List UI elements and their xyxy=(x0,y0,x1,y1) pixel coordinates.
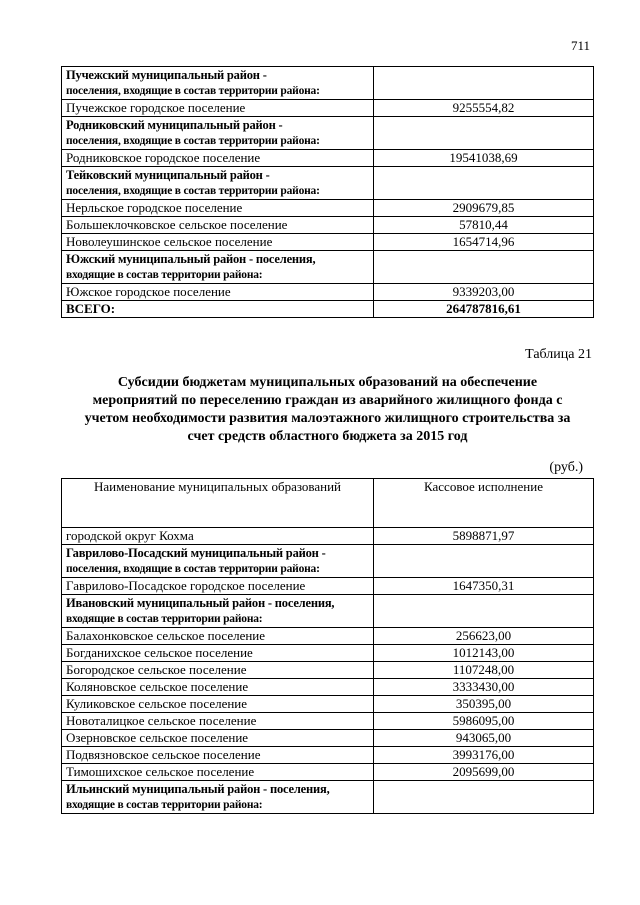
district-name xyxy=(62,595,374,628)
page-number: 711 xyxy=(570,38,590,53)
table-title: Субсидии бюджетам муниципальных образований на обеспечение мероприятий по переселению граждан из аварийного жилищного фонда с учетом необходимости развития малоэтажного жилищного строительства за счет средств областного бюджета за 2015 год xyxy=(84,375,571,444)
table-row xyxy=(62,217,594,234)
district-heading: Ивановский муниципальный район - поселения, xyxy=(66,596,335,610)
district-row xyxy=(62,251,594,284)
district-heading: Ильинский муниципальный район - поселения, xyxy=(66,782,330,796)
settlement-name: Гаврилово-Посадское городское поселение xyxy=(62,578,374,595)
cash-execution-value xyxy=(374,117,594,150)
table-row xyxy=(62,713,594,730)
cash-execution-value: 9255554,82 xyxy=(374,100,594,117)
table-row xyxy=(62,696,594,713)
settlement-name: Богородское сельское поселение xyxy=(62,662,374,679)
cash-execution-value: 1647350,31 xyxy=(374,578,594,595)
table-row xyxy=(62,200,594,217)
settlement-name: Новолеушинское сельское поселение xyxy=(62,234,374,251)
district-name xyxy=(62,251,374,284)
settlement-name: Куликовское сельское поселение xyxy=(62,696,374,713)
cash-execution-value: 5898871,97 xyxy=(374,528,594,545)
cash-execution-value: 2095699,00 xyxy=(374,764,594,781)
total-value: 264787816,61 xyxy=(374,301,594,318)
district-name xyxy=(62,167,374,200)
cash-execution-value: 3993176,00 xyxy=(374,747,594,764)
table-row xyxy=(62,628,594,645)
table-header-row xyxy=(62,479,594,528)
table-row xyxy=(62,662,594,679)
settlement-name: Озерновское сельское поселение xyxy=(62,730,374,747)
table-row xyxy=(62,764,594,781)
district-heading-tail: входящие в состав территории района: xyxy=(66,799,263,811)
cash-execution-value: 19541038,69 xyxy=(374,150,594,167)
cash-execution-value: 256623,00 xyxy=(374,628,594,645)
cash-execution-value: 5986095,00 xyxy=(374,713,594,730)
settlement-name: Коляновское сельское поселение xyxy=(62,679,374,696)
settlement-name: ВСЕГО: xyxy=(62,301,374,318)
district-heading-tail: входящие в состав территории района: xyxy=(66,269,263,281)
cash-execution-value: 2909679,85 xyxy=(374,200,594,217)
district-heading: Южский муниципальный район - поселения, xyxy=(66,252,316,266)
settlement-name: Большеклочковское сельское поселение xyxy=(62,217,374,234)
cash-execution-value: 1012143,00 xyxy=(374,645,594,662)
settlement-name: Южское городское поселение xyxy=(62,284,374,301)
table-row xyxy=(62,578,594,595)
column-header-name: Наименование муниципальных образований xyxy=(62,479,374,528)
table-row xyxy=(62,234,594,251)
table-row xyxy=(62,747,594,764)
district-row xyxy=(62,67,594,100)
district-heading: Родниковский муниципальный район - xyxy=(66,118,283,132)
table-row xyxy=(62,150,594,167)
cash-execution-value: 9339203,00 xyxy=(374,284,594,301)
table-row xyxy=(62,100,594,117)
district-name xyxy=(62,781,374,814)
table-row xyxy=(62,730,594,747)
total-row xyxy=(62,301,594,318)
district-heading-tail: входящие в состав территории района: xyxy=(66,613,263,625)
cash-execution-value: 1654714,96 xyxy=(374,234,594,251)
district-row xyxy=(62,117,594,150)
district-heading: Пучежский муниципальный район - xyxy=(66,68,267,82)
column-header-value: Кассовое исполнение xyxy=(374,479,594,528)
cash-execution-value xyxy=(374,167,594,200)
settlement-name: Новоталицкое сельское поселение xyxy=(62,713,374,730)
settlement-name: Тимошихское сельское поселение xyxy=(62,764,374,781)
cash-execution-value xyxy=(374,781,594,814)
settlement-name: Подвязновское сельское поселение xyxy=(62,747,374,764)
settlement-name: городской округ Кохма xyxy=(62,528,374,545)
table-row xyxy=(62,645,594,662)
district-row xyxy=(62,781,594,814)
subsidies-table xyxy=(61,478,594,814)
district-heading-tail: поселения, входящие в состав территории района: xyxy=(66,563,320,575)
cash-execution-value xyxy=(374,251,594,284)
cash-execution-value: 350395,00 xyxy=(374,696,594,713)
settlement-name: Балахонковское сельское поселение xyxy=(62,628,374,645)
district-heading: Тейковский муниципальный район - xyxy=(66,168,270,182)
district-row xyxy=(62,595,594,628)
table-row xyxy=(62,284,594,301)
district-heading-tail: поселения, входящие в состав территории района: xyxy=(66,185,320,197)
table-row xyxy=(62,528,594,545)
cash-execution-value xyxy=(374,545,594,578)
settlement-name: Родниковское городское поселение xyxy=(62,150,374,167)
cash-execution-value: 3333430,00 xyxy=(374,679,594,696)
district-heading: Гаврилово-Посадский муниципальный район - xyxy=(66,546,326,560)
settlement-name: Богданихское сельское поселение xyxy=(62,645,374,662)
settlement-name: Нерльское городское поселение xyxy=(62,200,374,217)
cash-execution-value: 943065,00 xyxy=(374,730,594,747)
cash-execution-value xyxy=(374,595,594,628)
district-heading-tail: поселения, входящие в состав территории района: xyxy=(66,85,320,97)
cash-execution-value xyxy=(374,67,594,100)
currency-unit: (руб.) xyxy=(549,460,583,475)
district-name xyxy=(62,117,374,150)
district-row xyxy=(62,167,594,200)
district-row xyxy=(62,545,594,578)
district-name xyxy=(62,545,374,578)
table-row xyxy=(62,679,594,696)
budget-table-continued xyxy=(61,66,594,318)
district-name xyxy=(62,67,374,100)
settlement-name: Пучежское городское поселение xyxy=(62,100,374,117)
cash-execution-value: 57810,44 xyxy=(374,217,594,234)
table-label: Таблица 21 xyxy=(525,347,592,362)
cash-execution-value: 1107248,00 xyxy=(374,662,594,679)
district-heading-tail: поселения, входящие в состав территории района: xyxy=(66,135,320,147)
